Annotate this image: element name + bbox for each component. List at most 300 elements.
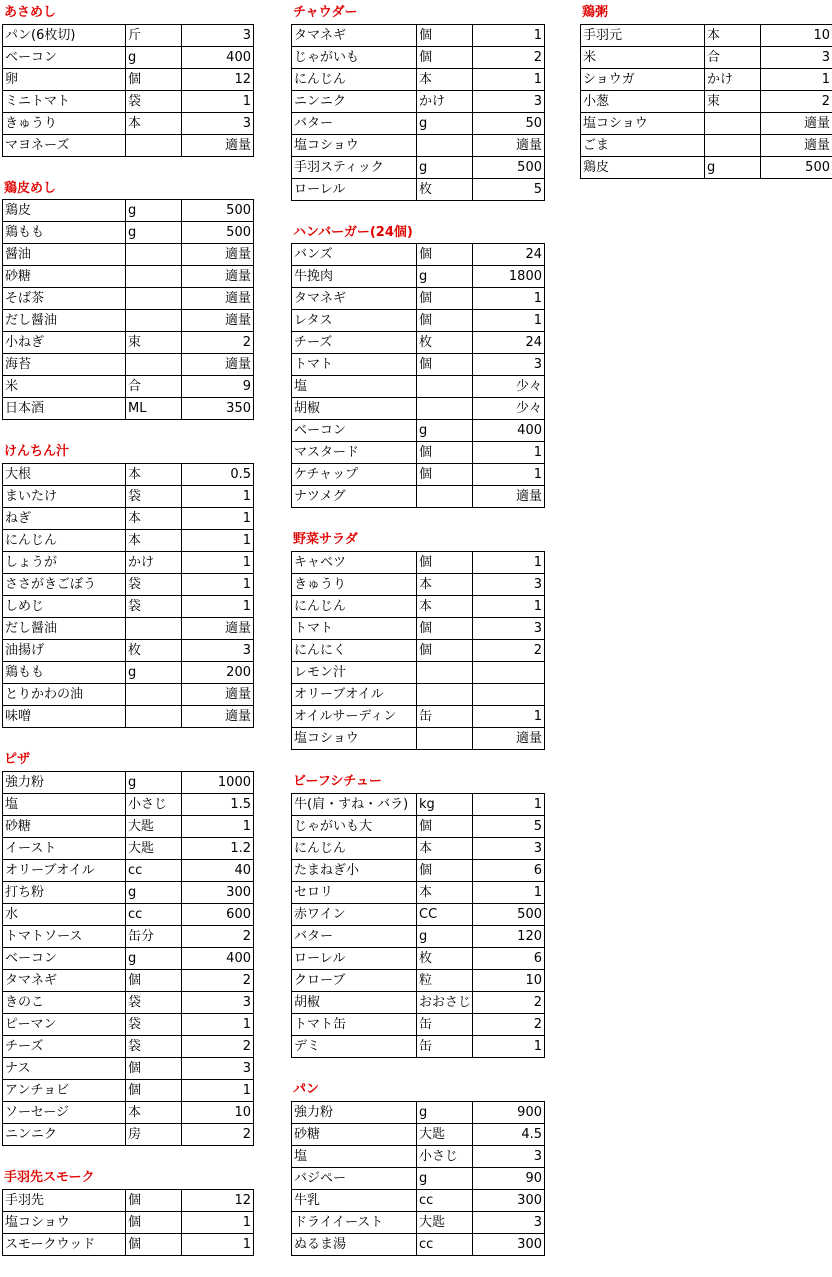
unit-cell[interactable]: 缶 [417, 1014, 473, 1036]
quantity-cell[interactable]: 適量 [182, 266, 254, 288]
ingredient-cell[interactable]: 油揚げ [3, 640, 126, 662]
ingredient-cell[interactable]: 醤油 [3, 244, 126, 266]
ingredient-cell[interactable]: バンズ [292, 244, 417, 266]
ingredient-cell[interactable]: トマト [292, 354, 417, 376]
ingredient-cell[interactable]: ミニトマト [3, 91, 126, 113]
unit-cell[interactable]: g [126, 222, 182, 244]
quantity-cell[interactable]: 6 [473, 948, 545, 970]
quantity-cell[interactable]: 適量 [182, 244, 254, 266]
quantity-cell[interactable]: 4.5 [473, 1124, 545, 1146]
ingredient-cell[interactable]: そば茶 [3, 288, 126, 310]
quantity-cell[interactable]: 2 [473, 1014, 545, 1036]
unit-cell[interactable]: かけ [417, 91, 473, 113]
unit-cell[interactable]: 小さじ [126, 794, 182, 816]
ingredient-cell[interactable]: アンチョビ [3, 1080, 126, 1102]
unit-cell[interactable]: 袋 [126, 486, 182, 508]
unit-cell[interactable] [417, 728, 473, 750]
ingredient-cell[interactable]: セロリ [292, 882, 417, 904]
ingredient-cell[interactable]: 砂糖 [3, 816, 126, 838]
unit-cell[interactable]: おおさじ [417, 992, 473, 1014]
unit-cell[interactable]: 個 [417, 244, 473, 266]
quantity-cell[interactable]: 3 [182, 992, 254, 1014]
unit-cell[interactable]: 個 [417, 860, 473, 882]
unit-cell[interactable]: g [417, 420, 473, 442]
ingredient-cell[interactable]: タマネギ [292, 25, 417, 47]
unit-cell[interactable]: 本 [417, 838, 473, 860]
ingredient-cell[interactable]: 手羽スティック [292, 157, 417, 179]
unit-cell[interactable]: 個 [126, 1212, 182, 1234]
quantity-cell[interactable]: 350 [182, 398, 254, 420]
ingredient-cell[interactable]: にんじん [292, 596, 417, 618]
quantity-cell[interactable]: 1 [473, 882, 545, 904]
ingredient-cell[interactable]: 海苔 [3, 354, 126, 376]
quantity-cell[interactable]: 1 [473, 288, 545, 310]
quantity-cell[interactable]: 2 [182, 332, 254, 354]
ingredient-cell[interactable]: まいたけ [3, 486, 126, 508]
quantity-cell[interactable]: 3 [182, 1058, 254, 1080]
unit-cell[interactable]: 個 [417, 47, 473, 69]
ingredient-cell[interactable]: マスタード [292, 442, 417, 464]
ingredient-cell[interactable]: じゃがいも大 [292, 816, 417, 838]
quantity-cell[interactable]: 3 [473, 354, 545, 376]
unit-cell[interactable]: 本 [126, 508, 182, 530]
quantity-cell[interactable]: 1.5 [182, 794, 254, 816]
quantity-cell[interactable]: 適量 [182, 354, 254, 376]
quantity-cell[interactable]: 1 [473, 25, 545, 47]
ingredient-cell[interactable]: 鶏皮 [3, 200, 126, 222]
quantity-cell[interactable]: 3 [182, 640, 254, 662]
quantity-cell[interactable]: 3 [761, 47, 832, 69]
ingredient-cell[interactable]: バジペー [292, 1168, 417, 1190]
quantity-cell[interactable]: 適量 [473, 728, 545, 750]
quantity-cell[interactable]: 400 [182, 47, 254, 69]
unit-cell[interactable]: g [417, 1102, 473, 1124]
unit-cell[interactable]: cc [417, 1234, 473, 1256]
quantity-cell[interactable]: 24 [473, 244, 545, 266]
quantity-cell[interactable]: 1 [182, 1080, 254, 1102]
ingredient-cell[interactable]: イースト [3, 838, 126, 860]
quantity-cell[interactable]: 1 [761, 69, 832, 91]
ingredient-cell[interactable]: パン(6枚切) [3, 25, 126, 47]
quantity-cell[interactable]: 500 [182, 222, 254, 244]
unit-cell[interactable]: g [126, 772, 182, 794]
unit-cell[interactable]: g [417, 926, 473, 948]
ingredient-cell[interactable]: にんじん [3, 530, 126, 552]
unit-cell[interactable]: g [705, 157, 761, 179]
unit-cell[interactable]: 個 [126, 69, 182, 91]
unit-cell[interactable]: 合 [126, 376, 182, 398]
unit-cell[interactable] [705, 135, 761, 157]
quantity-cell[interactable]: 1 [182, 508, 254, 530]
ingredient-cell[interactable]: 牛(肩・すね・バラ) [292, 794, 417, 816]
unit-cell[interactable] [417, 376, 473, 398]
ingredient-cell[interactable]: 塩 [292, 1146, 417, 1168]
unit-cell[interactable]: 個 [417, 640, 473, 662]
quantity-cell[interactable]: 400 [473, 420, 545, 442]
ingredient-cell[interactable]: ベーコン [3, 948, 126, 970]
ingredient-cell[interactable]: バター [292, 926, 417, 948]
unit-cell[interactable]: 束 [126, 332, 182, 354]
unit-cell[interactable]: 個 [417, 618, 473, 640]
quantity-cell[interactable]: 2 [182, 970, 254, 992]
ingredient-cell[interactable]: タマネギ [292, 288, 417, 310]
ingredient-cell[interactable]: 牛乳 [292, 1190, 417, 1212]
quantity-cell[interactable]: 1 [182, 552, 254, 574]
ingredient-cell[interactable]: 大根 [3, 464, 126, 486]
quantity-cell[interactable]: 10 [761, 25, 832, 47]
quantity-cell[interactable]: 1 [473, 706, 545, 728]
unit-cell[interactable] [417, 662, 473, 684]
quantity-cell[interactable] [473, 662, 545, 684]
ingredient-cell[interactable]: ドライイースト [292, 1212, 417, 1234]
ingredient-cell[interactable]: 胡椒 [292, 398, 417, 420]
ingredient-cell[interactable]: スモークウッド [3, 1234, 126, 1256]
ingredient-cell[interactable]: ローレル [292, 948, 417, 970]
quantity-cell[interactable]: 400 [182, 948, 254, 970]
ingredient-cell[interactable]: 塩コショウ [581, 113, 705, 135]
ingredient-cell[interactable]: ごま [581, 135, 705, 157]
ingredient-cell[interactable]: 塩コショウ [292, 728, 417, 750]
unit-cell[interactable] [417, 398, 473, 420]
quantity-cell[interactable]: 1 [473, 442, 545, 464]
quantity-cell[interactable]: 2 [473, 640, 545, 662]
ingredient-cell[interactable]: だし醤油 [3, 618, 126, 640]
ingredient-cell[interactable]: 塩コショウ [292, 135, 417, 157]
quantity-cell[interactable]: 2 [182, 1036, 254, 1058]
ingredient-cell[interactable]: 小ねぎ [3, 332, 126, 354]
ingredient-cell[interactable]: ナツメグ [292, 486, 417, 508]
ingredient-cell[interactable]: タマネギ [3, 970, 126, 992]
quantity-cell[interactable]: 1 [182, 486, 254, 508]
quantity-cell[interactable]: 1 [473, 596, 545, 618]
quantity-cell[interactable]: 3 [473, 1212, 545, 1234]
quantity-cell[interactable]: 少々 [473, 398, 545, 420]
quantity-cell[interactable]: 200 [182, 662, 254, 684]
unit-cell[interactable] [126, 288, 182, 310]
quantity-cell[interactable]: 6 [473, 860, 545, 882]
quantity-cell[interactable]: 1 [473, 1036, 545, 1058]
ingredient-cell[interactable]: きゅうり [3, 113, 126, 135]
unit-cell[interactable] [417, 135, 473, 157]
unit-cell[interactable]: g [417, 113, 473, 135]
unit-cell[interactable]: 本 [417, 574, 473, 596]
unit-cell[interactable] [126, 706, 182, 728]
quantity-cell[interactable]: 1 [182, 1014, 254, 1036]
quantity-cell[interactable]: 3 [182, 113, 254, 135]
quantity-cell[interactable]: 600 [182, 904, 254, 926]
unit-cell[interactable]: 個 [417, 25, 473, 47]
unit-cell[interactable]: kg [417, 794, 473, 816]
unit-cell[interactable]: 袋 [126, 1014, 182, 1036]
unit-cell[interactable]: cc [126, 860, 182, 882]
quantity-cell[interactable]: 1000 [182, 772, 254, 794]
ingredient-cell[interactable]: ささがきごぼう [3, 574, 126, 596]
ingredient-cell[interactable]: にんじん [292, 69, 417, 91]
quantity-cell[interactable]: 1 [473, 794, 545, 816]
ingredient-cell[interactable]: オリーブオイル [3, 860, 126, 882]
ingredient-cell[interactable]: 手羽先 [3, 1190, 126, 1212]
unit-cell[interactable]: cc [126, 904, 182, 926]
ingredient-cell[interactable]: キャベツ [292, 552, 417, 574]
quantity-cell[interactable]: 適量 [182, 310, 254, 332]
quantity-cell[interactable]: 適量 [473, 486, 545, 508]
quantity-cell[interactable]: 12 [182, 69, 254, 91]
unit-cell[interactable]: 袋 [126, 596, 182, 618]
unit-cell[interactable]: 本 [126, 1102, 182, 1124]
quantity-cell[interactable]: 1 [182, 1234, 254, 1256]
unit-cell[interactable] [126, 135, 182, 157]
unit-cell[interactable]: cc [417, 1190, 473, 1212]
ingredient-cell[interactable]: デミ [292, 1036, 417, 1058]
ingredient-cell[interactable]: 鶏もも [3, 222, 126, 244]
ingredient-cell[interactable]: チーズ [3, 1036, 126, 1058]
unit-cell[interactable]: g [417, 157, 473, 179]
unit-cell[interactable]: 本 [126, 464, 182, 486]
quantity-cell[interactable]: 40 [182, 860, 254, 882]
quantity-cell[interactable]: 0.5 [182, 464, 254, 486]
unit-cell[interactable]: 缶 [417, 1036, 473, 1058]
quantity-cell[interactable]: 1 [473, 464, 545, 486]
unit-cell[interactable]: 個 [126, 1058, 182, 1080]
unit-cell[interactable]: 枚 [126, 640, 182, 662]
unit-cell[interactable]: 本 [417, 882, 473, 904]
quantity-cell[interactable]: 1 [182, 816, 254, 838]
ingredient-cell[interactable]: 強力粉 [292, 1102, 417, 1124]
unit-cell[interactable]: 粒 [417, 970, 473, 992]
quantity-cell[interactable]: 1800 [473, 266, 545, 288]
quantity-cell[interactable]: 適量 [182, 706, 254, 728]
ingredient-cell[interactable]: ニンニク [3, 1124, 126, 1146]
ingredient-cell[interactable]: 打ち粉 [3, 882, 126, 904]
unit-cell[interactable]: 袋 [126, 91, 182, 113]
unit-cell[interactable]: かけ [126, 552, 182, 574]
ingredient-cell[interactable]: トマト [292, 618, 417, 640]
unit-cell[interactable]: 缶分 [126, 926, 182, 948]
unit-cell[interactable]: 大匙 [126, 816, 182, 838]
ingredient-cell[interactable]: 塩 [292, 376, 417, 398]
unit-cell[interactable]: 袋 [126, 992, 182, 1014]
ingredient-cell[interactable]: ショウガ [581, 69, 705, 91]
quantity-cell[interactable]: 適量 [761, 135, 832, 157]
ingredient-cell[interactable]: だし醤油 [3, 310, 126, 332]
unit-cell[interactable]: 本 [417, 596, 473, 618]
ingredient-cell[interactable]: バター [292, 113, 417, 135]
ingredient-cell[interactable]: レタス [292, 310, 417, 332]
quantity-cell[interactable]: 適量 [182, 684, 254, 706]
ingredient-cell[interactable]: マヨネーズ [3, 135, 126, 157]
quantity-cell[interactable]: 900 [473, 1102, 545, 1124]
ingredient-cell[interactable]: 米 [3, 376, 126, 398]
quantity-cell[interactable]: 500 [761, 157, 832, 179]
unit-cell[interactable]: 個 [126, 1234, 182, 1256]
unit-cell[interactable]: 枚 [417, 332, 473, 354]
ingredient-cell[interactable]: クローブ [292, 970, 417, 992]
quantity-cell[interactable]: 適量 [182, 288, 254, 310]
ingredient-cell[interactable]: ニンニク [292, 91, 417, 113]
quantity-cell[interactable]: 300 [473, 1234, 545, 1256]
quantity-cell[interactable]: 3 [473, 838, 545, 860]
ingredient-cell[interactable]: 鶏皮 [581, 157, 705, 179]
unit-cell[interactable]: 合 [705, 47, 761, 69]
ingredient-cell[interactable]: ベーコン [3, 47, 126, 69]
unit-cell[interactable]: 袋 [126, 574, 182, 596]
unit-cell[interactable]: 斤 [126, 25, 182, 47]
unit-cell[interactable] [417, 486, 473, 508]
ingredient-cell[interactable]: ねぎ [3, 508, 126, 530]
unit-cell[interactable]: 枚 [417, 948, 473, 970]
ingredient-cell[interactable]: ピーマン [3, 1014, 126, 1036]
unit-cell[interactable] [705, 113, 761, 135]
ingredient-cell[interactable]: ケチャップ [292, 464, 417, 486]
ingredient-cell[interactable]: ソーセージ [3, 1102, 126, 1124]
quantity-cell[interactable]: 少々 [473, 376, 545, 398]
unit-cell[interactable]: 個 [126, 1190, 182, 1212]
ingredient-cell[interactable]: 小葱 [581, 91, 705, 113]
unit-cell[interactable]: 個 [126, 1080, 182, 1102]
ingredient-cell[interactable]: 砂糖 [292, 1124, 417, 1146]
ingredient-cell[interactable]: ナス [3, 1058, 126, 1080]
unit-cell[interactable]: 本 [417, 69, 473, 91]
quantity-cell[interactable]: 5 [473, 179, 545, 201]
unit-cell[interactable]: g [126, 662, 182, 684]
quantity-cell[interactable]: 12 [182, 1190, 254, 1212]
quantity-cell[interactable]: 3 [473, 574, 545, 596]
quantity-cell[interactable]: 1.2 [182, 838, 254, 860]
ingredient-cell[interactable]: トマトソース [3, 926, 126, 948]
ingredient-cell[interactable]: ベーコン [292, 420, 417, 442]
quantity-cell[interactable]: 1 [473, 69, 545, 91]
unit-cell[interactable] [126, 244, 182, 266]
quantity-cell[interactable]: 2 [473, 992, 545, 1014]
quantity-cell[interactable]: 10 [473, 970, 545, 992]
quantity-cell[interactable]: 1 [182, 1212, 254, 1234]
ingredient-cell[interactable]: たまねぎ小 [292, 860, 417, 882]
unit-cell[interactable]: 本 [126, 530, 182, 552]
unit-cell[interactable]: 個 [417, 464, 473, 486]
unit-cell[interactable]: g [417, 266, 473, 288]
ingredient-cell[interactable]: 卵 [3, 69, 126, 91]
ingredient-cell[interactable]: レモン汁 [292, 662, 417, 684]
ingredient-cell[interactable]: きゅうり [292, 574, 417, 596]
quantity-cell[interactable]: 500 [473, 904, 545, 926]
unit-cell[interactable]: CC [417, 904, 473, 926]
ingredient-cell[interactable]: 鶏もも [3, 662, 126, 684]
quantity-cell[interactable]: 適量 [473, 135, 545, 157]
unit-cell[interactable]: 個 [126, 970, 182, 992]
unit-cell[interactable]: 枚 [417, 179, 473, 201]
quantity-cell[interactable]: 1 [182, 574, 254, 596]
ingredient-cell[interactable]: 塩コショウ [3, 1212, 126, 1234]
quantity-cell[interactable]: 500 [473, 157, 545, 179]
quantity-cell[interactable]: 3 [473, 618, 545, 640]
ingredient-cell[interactable]: オリーブオイル [292, 684, 417, 706]
ingredient-cell[interactable]: じゃがいも [292, 47, 417, 69]
unit-cell[interactable]: 大匙 [417, 1212, 473, 1234]
unit-cell[interactable] [126, 618, 182, 640]
ingredient-cell[interactable]: 手羽元 [581, 25, 705, 47]
quantity-cell[interactable] [473, 684, 545, 706]
ingredient-cell[interactable]: 牛挽肉 [292, 266, 417, 288]
quantity-cell[interactable]: 500 [182, 200, 254, 222]
ingredient-cell[interactable]: 胡椒 [292, 992, 417, 1014]
unit-cell[interactable]: 大匙 [126, 838, 182, 860]
quantity-cell[interactable]: 適量 [182, 135, 254, 157]
ingredient-cell[interactable]: 日本酒 [3, 398, 126, 420]
ingredient-cell[interactable]: オイルサーディン [292, 706, 417, 728]
quantity-cell[interactable]: 2 [182, 926, 254, 948]
quantity-cell[interactable]: 120 [473, 926, 545, 948]
unit-cell[interactable]: g [126, 200, 182, 222]
unit-cell[interactable]: 個 [417, 310, 473, 332]
unit-cell[interactable]: 袋 [126, 1036, 182, 1058]
ingredient-cell[interactable]: 米 [581, 47, 705, 69]
ingredient-cell[interactable]: にんにく [292, 640, 417, 662]
ingredient-cell[interactable]: しょうが [3, 552, 126, 574]
ingredient-cell[interactable]: 味噌 [3, 706, 126, 728]
quantity-cell[interactable]: 300 [473, 1190, 545, 1212]
unit-cell[interactable] [126, 266, 182, 288]
unit-cell[interactable]: g [126, 882, 182, 904]
ingredient-cell[interactable]: ローレル [292, 179, 417, 201]
ingredient-cell[interactable]: きのこ [3, 992, 126, 1014]
unit-cell[interactable]: 個 [417, 552, 473, 574]
quantity-cell[interactable]: 1 [182, 530, 254, 552]
unit-cell[interactable]: 大匙 [417, 1124, 473, 1146]
quantity-cell[interactable]: 2 [761, 91, 832, 113]
unit-cell[interactable]: 房 [126, 1124, 182, 1146]
unit-cell[interactable]: 小さじ [417, 1146, 473, 1168]
quantity-cell[interactable]: 3 [182, 25, 254, 47]
quantity-cell[interactable]: 1 [473, 552, 545, 574]
quantity-cell[interactable]: 適量 [182, 618, 254, 640]
quantity-cell[interactable]: 1 [182, 596, 254, 618]
quantity-cell[interactable]: 2 [473, 47, 545, 69]
unit-cell[interactable]: 個 [417, 816, 473, 838]
unit-cell[interactable]: g [417, 1168, 473, 1190]
quantity-cell[interactable]: 2 [182, 1124, 254, 1146]
unit-cell[interactable]: 個 [417, 442, 473, 464]
unit-cell[interactable]: g [126, 948, 182, 970]
ingredient-cell[interactable]: とりかわの油 [3, 684, 126, 706]
quantity-cell[interactable]: 24 [473, 332, 545, 354]
quantity-cell[interactable]: 3 [473, 1146, 545, 1168]
unit-cell[interactable]: 個 [417, 354, 473, 376]
unit-cell[interactable]: 缶 [417, 706, 473, 728]
unit-cell[interactable]: ML [126, 398, 182, 420]
ingredient-cell[interactable]: トマト缶 [292, 1014, 417, 1036]
quantity-cell[interactable]: 1 [473, 310, 545, 332]
quantity-cell[interactable]: 9 [182, 376, 254, 398]
ingredient-cell[interactable]: にんじん [292, 838, 417, 860]
unit-cell[interactable]: 本 [705, 25, 761, 47]
ingredient-cell[interactable]: チーズ [292, 332, 417, 354]
unit-cell[interactable]: 束 [705, 91, 761, 113]
unit-cell[interactable]: 個 [417, 288, 473, 310]
unit-cell[interactable] [417, 684, 473, 706]
quantity-cell[interactable]: 3 [473, 91, 545, 113]
unit-cell[interactable]: g [126, 47, 182, 69]
unit-cell[interactable]: かけ [705, 69, 761, 91]
quantity-cell[interactable]: 適量 [761, 113, 832, 135]
quantity-cell[interactable]: 1 [182, 91, 254, 113]
ingredient-cell[interactable]: 砂糖 [3, 266, 126, 288]
quantity-cell[interactable]: 90 [473, 1168, 545, 1190]
ingredient-cell[interactable]: しめじ [3, 596, 126, 618]
ingredient-cell[interactable]: 水 [3, 904, 126, 926]
ingredient-cell[interactable]: 強力粉 [3, 772, 126, 794]
ingredient-cell[interactable]: 赤ワイン [292, 904, 417, 926]
unit-cell[interactable] [126, 354, 182, 376]
